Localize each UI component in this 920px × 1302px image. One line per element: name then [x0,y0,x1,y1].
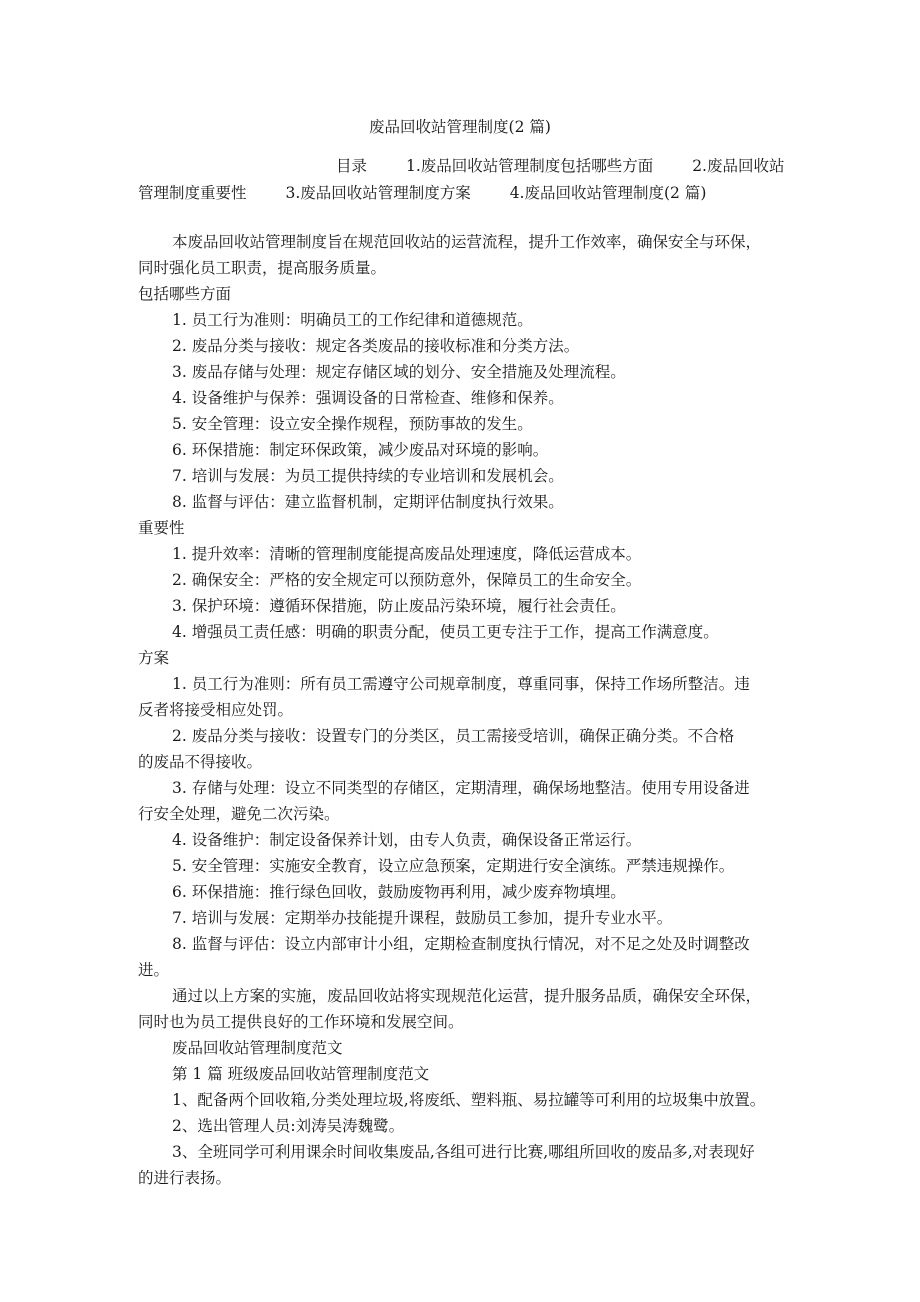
aspect-item: 8. 监督与评估：建立监督机制，定期评估制度执行效果。 [172,493,564,511]
toc-item-4: 4.废品回收站管理制度(2 篇) [509,184,707,202]
sample-title: 第 1 篇 班级废品回收站管理制度范文 [172,1065,430,1083]
toc-label: 目录 [336,157,368,175]
aspect-item: 3. 废品存储与处理：规定存储区域的划分、安全措施及处理流程。 [172,363,626,381]
importance-item: 3. 保护环境：遵循环保措施，防止废品污染环境，履行社会责任。 [172,597,626,615]
sample-heading: 废品回收站管理制度范文 [172,1039,343,1057]
sample-item: 的进行表扬。 [138,1169,232,1187]
plan-line: 4. 设备维护：制定设备保养计划，由专人负责，确保设备正常运行。 [172,831,642,849]
aspect-item: 1. 员工行为准则：明确员工的工作纪律和道德规范。 [172,311,533,329]
plan-line: 行安全处理，避免二次污染。 [138,805,340,823]
plan-line: 反者将接受相应处罚。 [138,701,294,719]
aspect-item: 6. 环保措施：制定环保政策，减少废品对环境的影响。 [172,441,549,459]
toc-item-1: 1.废品回收站管理制度包括哪些方面 [405,157,654,175]
plan-line: 7. 培训与发展：定期举办技能提升课程，鼓励员工参加，提升专业水平。 [172,909,673,927]
aspect-item: 7. 培训与发展：为员工提供持续的专业培训和发展机会。 [172,467,564,485]
aspect-item: 4. 设备维护与保养：强调设备的日常检查、维修和保养。 [172,389,564,407]
intro-line-1: 本废品回收站管理制度旨在规范回收站的运营流程，提升工作效率，确保安全与环保， [172,233,762,251]
importance-item: 2. 确保安全：严格的安全规定可以预防意外，保障员工的生命安全。 [172,571,642,589]
table-of-contents-line-2 [138,181,788,203]
toc-item-3: 3.废品回收站管理制度方案 [285,184,471,202]
conclusion-line-1: 通过以上方案的实施，废品回收站将实现规范化运营，提升服务品质，确保安全环保， [172,987,762,1005]
plan-line: 1. 员工行为准则：所有员工需遵守公司规章制度，尊重同事，保持工作场所整洁。违 [172,675,750,693]
aspect-item: 2. 废品分类与接收：规定各类废品的接收标准和分类方法。 [172,337,580,355]
plan-line: 8. 监督与评估：设立内部审计小组，定期检查制度执行情况，对不足之处及时调整改 [172,935,750,953]
sample-item: 1、配备两个回收箱,分类处理垃圾,将废纸、塑料瓶、易拉罐等可利用的垃圾集中放置。 [172,1091,766,1109]
plan-line: 3. 存储与处理：设立不同类型的存储区，定期清理，确保场地整洁。使用专用设备进 [172,779,750,797]
intro-line-2: 同时强化员工职责，提高服务质量。 [138,259,387,277]
conclusion-line-2: 同时也为员工提供良好的工作环境和发展空间。 [138,1013,464,1031]
importance-item: 1. 提升效率：清晰的管理制度能提高废品处理速度，降低运营成本。 [172,545,642,563]
sample-item: 3、全班同学可利用课余时间收集废品,各组可进行比赛,哪组所回收的废品多,对表现好 [172,1143,755,1161]
plan-line: 进。 [138,961,170,979]
importance-item: 4. 增强员工责任感：明确的职责分配，使员工更专注于工作，提高工作满意度。 [172,623,719,641]
sample-item: 2、选出管理人员:刘涛吴涛魏鹭。 [172,1117,405,1135]
plan-line: 的废品不得接收。 [138,753,263,771]
plan-line: 5. 安全管理：实施安全教育，设立应急预案，定期进行安全演练。严禁违规操作。 [172,857,735,875]
document-title: 废品回收站管理制度(2 篇) [369,118,551,136]
plan-line: 2. 废品分类与接收：设置专门的分类区，员工需接受培训，确保正确分类。不合格 [172,727,735,745]
aspect-item: 5. 安全管理：设立安全操作规程，预防事故的发生。 [172,415,533,433]
aspects-heading: 包括哪些方面 [138,285,232,303]
plan-heading: 方案 [138,649,170,667]
plan-line: 6. 环保措施：推行绿色回收，鼓励废物再利用，减少废弃物填埋。 [172,883,626,901]
toc-item-2-part2: 管理制度重要性 [138,184,247,202]
toc-item-2-part1: 2.废品回收站 [692,157,785,175]
importance-heading: 重要性 [138,519,185,537]
table-of-contents [336,154,796,176]
